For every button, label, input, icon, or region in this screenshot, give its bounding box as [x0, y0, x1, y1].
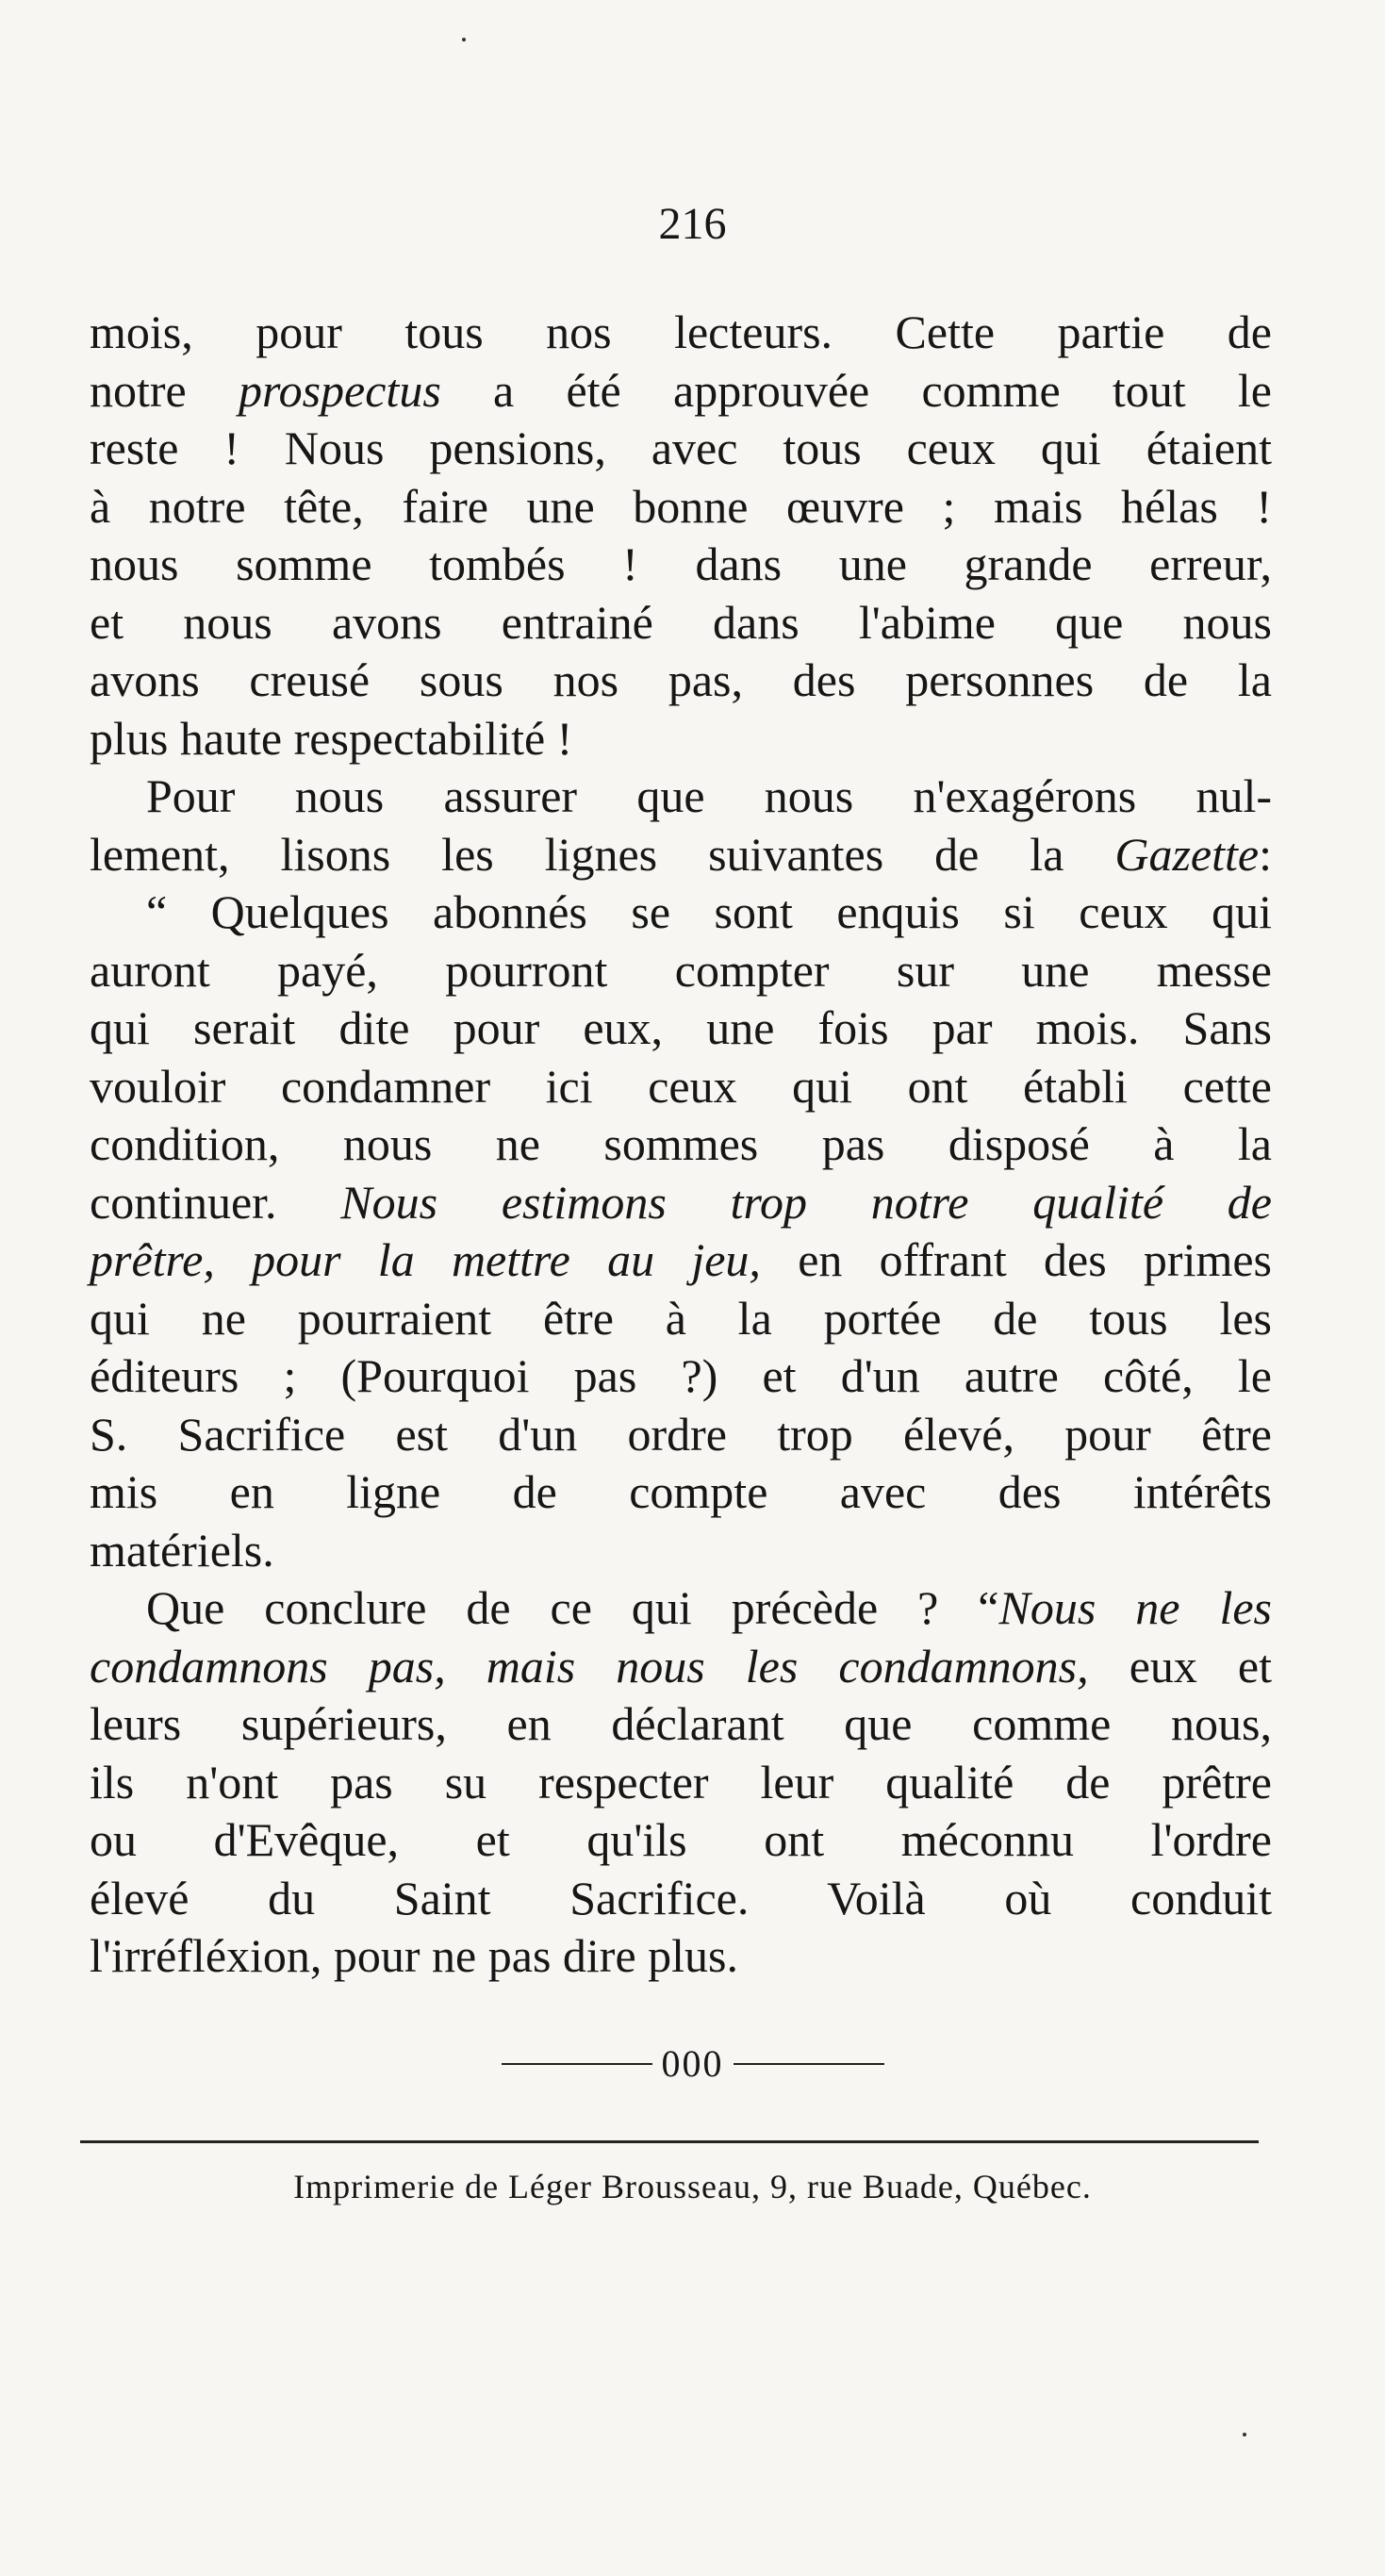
paragraph-2 — [90, 768, 1272, 883]
text-line: l'irréfléxion, pour ne pas dire plus. — [90, 1929, 738, 1982]
text-line: S. Sacrifice est d'un ordre trop élevé, pour être — [90, 1407, 1272, 1461]
emphasis-nous-estimons: Nous estimons trop notre qualité de — [340, 1175, 1272, 1229]
emphasis-gazette: Gazette — [1114, 827, 1260, 881]
separator-mark: 000 — [661, 2042, 724, 2085]
section-separator — [0, 2041, 1385, 2086]
printer-imprint: Imprimerie de Léger Brousseau, 9, rue Buade, Québec. — [293, 2168, 1092, 2205]
paragraph-1 — [90, 304, 1272, 768]
text-fragment: en offrant des primes — [798, 1233, 1273, 1286]
text-line: à notre tête, faire une bonne œuvre ; mais hélas ! — [90, 479, 1272, 533]
text-line: leurs supérieurs, en déclarant que comme nous, — [90, 1697, 1272, 1750]
text-line: reste ! Nous pensions, avec tous ceux qui étaient — [90, 421, 1272, 474]
text-fragment: a été approuvée comme tout le — [493, 363, 1273, 417]
emphasis-prospectus: prospectus — [238, 363, 441, 417]
text-line: ou d'Evêque, et qu'ils ont méconnu l'ordre — [90, 1813, 1272, 1866]
text-line: vouloir condamner ici ceux qui ont établi cette — [90, 1059, 1272, 1113]
text-line: qui serait dite pour eux, une fois par mois. Sans — [90, 1001, 1272, 1054]
emphasis-condamnons: condamnons pas, mais nous les condamnons, — [90, 1639, 1089, 1693]
text-line — [90, 1579, 1272, 1638]
quotation — [90, 883, 1272, 1579]
text-fragment: Que conclure de ce qui précède ? “ — [146, 1581, 999, 1634]
text-fragment: : — [1259, 827, 1272, 881]
separator-rule-left — [502, 2063, 652, 2065]
paper-speck — [462, 38, 466, 41]
text-line: mis en ligne de compte avec des intérêts — [90, 1465, 1272, 1518]
text-line — [90, 362, 1272, 421]
text-line: mois, pour tous nos lecteurs. Cette partie de — [90, 305, 1272, 358]
text-line: élevé du Saint Sacrifice. Voilà où conduit — [90, 1871, 1272, 1924]
paragraph-conclusion — [90, 1579, 1272, 1986]
text-fragment: eux et — [1129, 1639, 1273, 1693]
text-line — [90, 826, 1272, 884]
footer-rule — [80, 2140, 1259, 2143]
text-line: et nous avons entrainé dans l'abime que nous — [90, 595, 1272, 649]
text-line — [90, 1638, 1272, 1696]
text-line: Pour nous assurer que nous n'exagérons nul- — [146, 769, 1272, 822]
emphasis-nous-ne-les: Nous ne les — [998, 1581, 1272, 1634]
text-line: condition, nous ne sommes pas disposé à la — [90, 1117, 1272, 1170]
text-fragment: continuer. — [90, 1175, 277, 1229]
separator-rule-right — [734, 2063, 884, 2065]
text-line: “ Quelques abonnés se sont enquis si ceux qui — [146, 885, 1272, 938]
text-line: auront payé, pourront compter sur une messe — [90, 943, 1272, 997]
page-number: 216 — [658, 199, 727, 249]
text-line: plus haute respectabilité ! — [90, 711, 573, 765]
text-line: matériels. — [90, 1523, 274, 1577]
emphasis-pretre: prêtre, pour la mettre au jeu, — [90, 1233, 761, 1286]
paper-speck — [1243, 2433, 1246, 2436]
body-text — [90, 304, 1272, 1986]
text-line: éditeurs ; (Pourquoi pas ?) et d'un autre côté, le — [90, 1349, 1272, 1402]
text-line: nous somme tombés ! dans une grande erreur, — [90, 537, 1272, 590]
text-line: ils n'ont pas su respecter leur qualité de prêtre — [90, 1755, 1272, 1808]
text-fragment: notre — [90, 363, 187, 417]
text-line: qui ne pourraient être à la portée de tous les — [90, 1291, 1272, 1345]
text-line — [90, 1174, 1272, 1232]
text-fragment: lement, lisons les lignes suivantes de la — [90, 827, 1064, 881]
text-line: avons creusé sous nos pas, des personnes de la — [90, 653, 1272, 706]
text-line — [90, 1231, 1272, 1290]
